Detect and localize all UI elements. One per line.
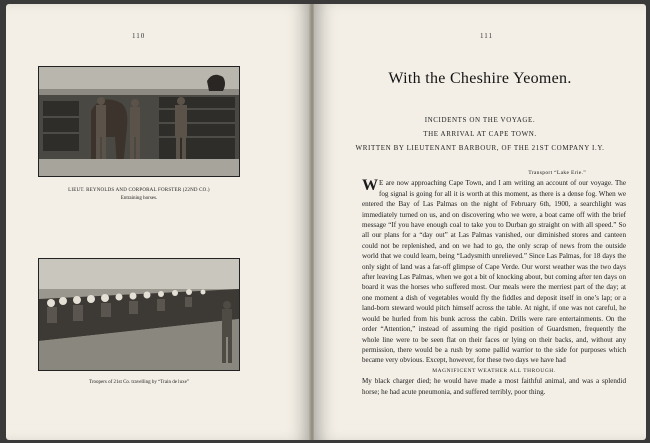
drop-cap: W: [362, 177, 378, 195]
paragraph-1-text: E are now approaching Cape Town, and I am writing an account of our voyage. The fog signal is going for all it is worth at this moment, as there is a dense fog. When we entered the Bay of Las Palmas on the night of February 6th, 1900, a searchlight was immediately turned on us, and on discovering who we were, a boat came off with the brief message “If you have enough coal to take you to Durban go straight on with all speed.” So all our plans for a “day out” at Las Palmas vanished, our diminished stores and canteen could not be replenished, and on we had to go, the only scrap of news from the outside world that we could learn, being “Ladysmith unrelieved.” Since Las Palmas, for 18 days the only sight of land was a far-off glimpse of Cape Verde. Our worst weather was the two days after leaving Las Palmas, when we got a bit of knocking about, but coming after ten days on board it was the horses who suffered most. Our meals were the merriest part of the day; at one moment a dish of vegetables would fly the fiddles and deposit itself in one’s lap; or a land-born steward would pitch himself across the table. At night, if one was not careful, he would be hurled from his bunk across the cabin. Drills were rare entertainments. On the order “Attention,” instead of assuming the rigid position of Guardsmen, frequently the whole line were to be seen flat on their faces or lying on their backs, and, without any permission, there would be a rush by some pallid warrior to the side for purposes which became very obvious. Except, however, for these two days we have had: [362, 179, 626, 365]
photo-troopers-train: [38, 258, 240, 371]
caption-photo1-line1: LIEUT. REYNOLDS AND CORPORAL FORSTER (22ND CO.): [68, 188, 210, 193]
caption-photo2: Troopers of 21st Co. travelling by “Train de luxe”: [88, 380, 190, 385]
subheading-incidents: INCIDENTS ON THE VOYAGE.: [424, 116, 536, 124]
article-paragraph-2: My black charger died; he would have made a most faithful animal, and was a splendid horse; he had acute pneumonia, and suffered terribly, poor thing.: [362, 377, 626, 396]
article-title: With the Cheshire Yeomen.: [388, 70, 572, 87]
article-body: [362, 168, 626, 397]
photo-entraining-horses: [38, 66, 240, 177]
caption-photo1-line2: Entraining horses.: [120, 196, 158, 201]
caption-photo1: [34, 187, 244, 203]
article-paragraph-1: [362, 178, 626, 365]
mid-heading: MAGNIFICENT WEATHER ALL THROUGH.: [432, 367, 556, 374]
page-number-right: 111: [480, 32, 493, 40]
left-page: [6, 4, 310, 440]
subheading-arrival: THE ARRIVAL AT CAPE TOWN.: [423, 130, 537, 138]
transport-line: Transport “Lake Erie.”: [528, 170, 586, 176]
page-number-left: 110: [132, 32, 146, 40]
right-page: [314, 4, 646, 440]
subheading-author: WRITTEN BY LIEUTENANT BARBOUR, OF THE 21ST COMPANY I.Y.: [355, 144, 605, 152]
